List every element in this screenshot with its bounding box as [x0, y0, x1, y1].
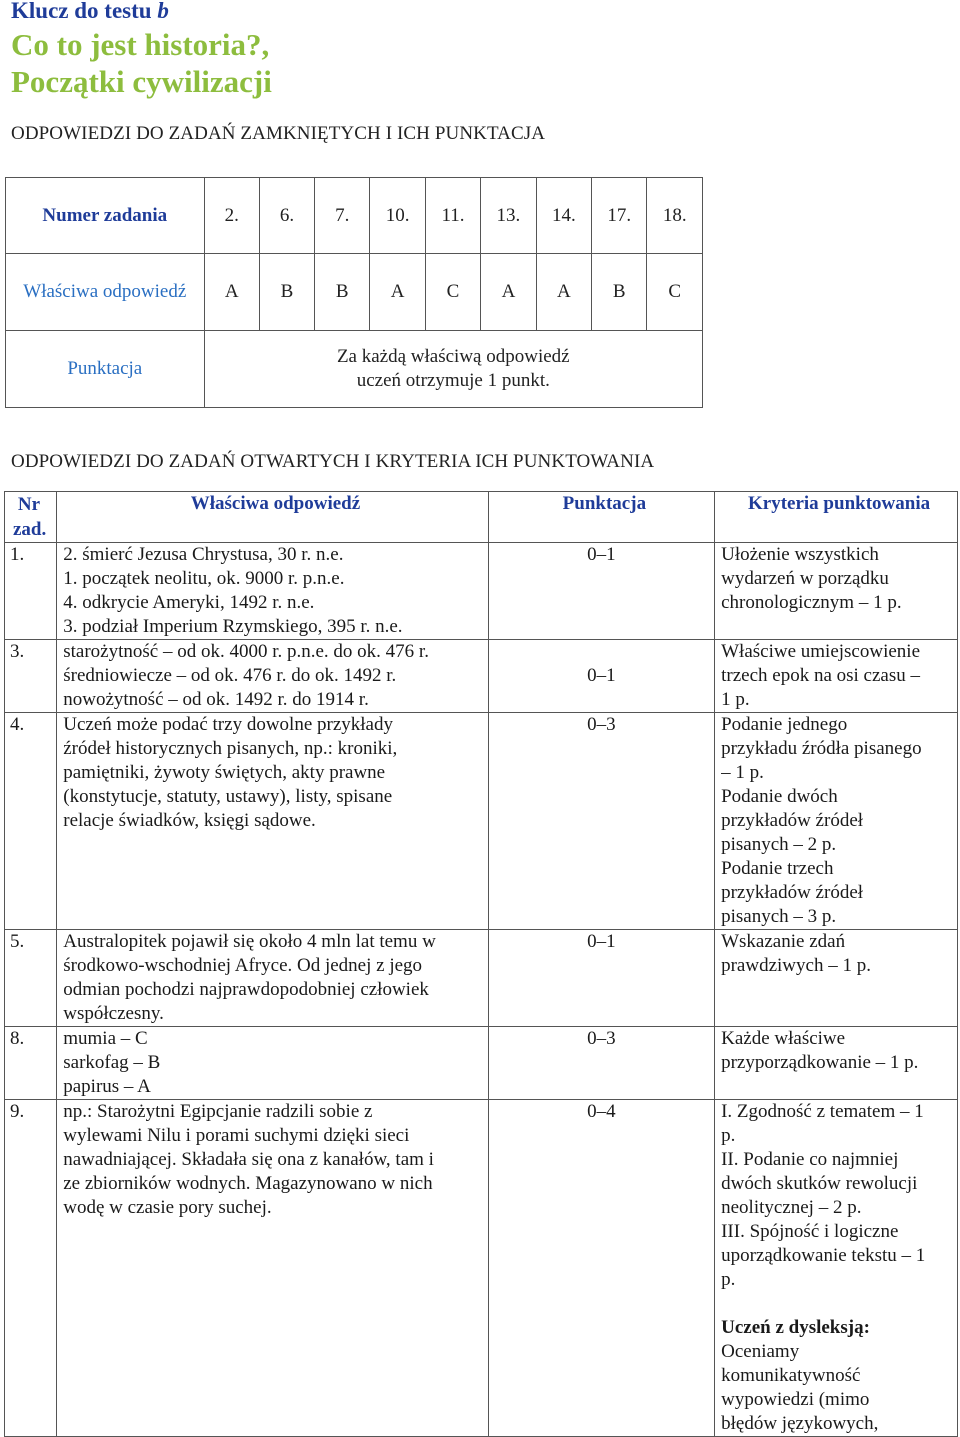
answer-cell: A	[370, 254, 425, 331]
scoring-line: Za każdą właściwą odpowiedź	[336, 346, 570, 367]
criteria-line: pisanych – 3 p.	[721, 906, 837, 927]
answer-line: 1. początek neolitu, ok. 9000 r. p.n.e.	[63, 568, 345, 589]
criteria-line: Właściwe umiejscowienie	[721, 641, 921, 662]
dyslexia-line: wypowiedzi (mimo	[721, 1389, 870, 1410]
scoring-row	[6, 331, 703, 408]
answer-cell	[57, 1027, 488, 1100]
criteria-cell	[715, 640, 958, 713]
criteria-line: p.	[721, 1125, 736, 1146]
points-cell: 0–3	[488, 713, 714, 930]
criteria-line: uporządkowanie tekstu – 1	[721, 1245, 926, 1266]
spacer	[721, 1292, 957, 1316]
answer-cell	[57, 930, 488, 1027]
dyslexia-heading: Uczeń z dysleksją:	[721, 1317, 870, 1338]
task-number-cell: 6.	[259, 178, 314, 254]
criteria-line: III. Spójność i logiczne	[721, 1221, 899, 1242]
criteria-column-header: Kryteria punktowania	[715, 492, 958, 543]
criteria-line: II. Podanie co najmniej	[721, 1149, 899, 1170]
task-number-cell: 10.	[370, 178, 425, 254]
closed-tasks-heading: ODPOWIEDZI DO ZADAŃ ZAMKNIĘTYCH I ICH PUNKTACJA	[11, 123, 546, 144]
answer-line: środkowo-wschodniej Afryce. Od jednej z jego	[63, 955, 423, 976]
criteria-line: Każde właściwe	[721, 1028, 846, 1049]
main-title	[11, 26, 272, 100]
criteria-cell	[715, 930, 958, 1027]
criteria-line: Podanie jednego	[721, 714, 848, 735]
task-number: 5.	[5, 930, 57, 1027]
criteria-cell	[715, 1100, 958, 1437]
answer-cell	[57, 1100, 488, 1437]
scoring-description	[204, 331, 702, 408]
criteria-line: 1 p.	[721, 689, 750, 710]
points-column-header: Punktacja	[488, 492, 714, 543]
criteria-line: przykładów źródeł	[721, 810, 864, 831]
criteria-line: I. Zgodność z tematem – 1	[721, 1101, 924, 1122]
answer-line: papirus – A	[63, 1076, 151, 1097]
test-key-title: Klucz do testu b	[11, 0, 169, 23]
answer-line: ze zbiorników wodnych. Magazynowano w nich	[63, 1173, 433, 1194]
answer-line: starożytność – od ok. 4000 r. p.n.e. do ok. 476 r.	[63, 641, 429, 662]
open-answers-table	[4, 491, 958, 1437]
answer-line: średniowiecze – od ok. 476 r. do ok. 1492 r.	[63, 665, 397, 686]
criteria-line: chronologicznym – 1 p.	[721, 592, 902, 613]
task-number-label: Numer zadania	[6, 178, 205, 254]
scoring-line: uczeń otrzymuje 1 punkt.	[356, 370, 550, 391]
answer-cell	[57, 543, 488, 640]
task-number-cell: 17.	[592, 178, 647, 254]
answer-line: sarkofag – B	[63, 1052, 161, 1073]
main-title-line-1: Co to jest historia?,	[11, 27, 270, 62]
correct-answer-label: Właściwa odpowiedź	[6, 254, 205, 331]
criteria-line: przykładów źródeł	[721, 882, 864, 903]
task-number-cell: 18.	[647, 178, 703, 254]
criteria-line: pisanych – 2 p.	[721, 834, 837, 855]
answer-line: współczesny.	[63, 1003, 164, 1024]
answer-line: nowożytność – od ok. 1492 r. do 1914 r.	[63, 689, 369, 710]
criteria-line: dwóch skutków rewolucji	[721, 1173, 918, 1194]
answer-cell: A	[204, 254, 259, 331]
task-number-cell: 14.	[536, 178, 591, 254]
answer-line: mumia – C	[63, 1028, 148, 1049]
answer-cell	[57, 640, 488, 713]
answer-line: (konstytucje, statuty, ustawy), listy, spisane	[63, 786, 393, 807]
answer-cell: A	[481, 254, 536, 331]
table-row	[5, 713, 958, 930]
answer-line: relacje świadków, księgi sądowe.	[63, 810, 316, 831]
answer-line: np.: Starożytni Egipcjanie radzili sobie z	[63, 1101, 373, 1122]
open-table-header	[5, 492, 958, 543]
scoring-label: Punktacja	[6, 331, 205, 408]
criteria-line: Wskazanie zdań	[721, 931, 846, 952]
task-number: 3.	[5, 640, 57, 713]
nr-column-header: Nr zad.	[5, 492, 57, 543]
table-row	[5, 1027, 958, 1100]
answer-line: wodę w czasie pory suchej.	[63, 1197, 272, 1218]
answer-cell	[57, 713, 488, 930]
task-number-cell: 2.	[204, 178, 259, 254]
answer-line: wylewami Nilu i porami suchymi dzięki sieci	[63, 1125, 410, 1146]
task-number: 8.	[5, 1027, 57, 1100]
task-number: 9.	[5, 1100, 57, 1437]
answer-line: nawadniającej. Składała się ona z kanałów, tam i	[63, 1149, 434, 1170]
correct-answer-row	[6, 254, 703, 331]
criteria-line: przykładu źródła pisanego	[721, 738, 922, 759]
task-number: 4.	[5, 713, 57, 930]
criteria-line: przyporządkowanie – 1 p.	[721, 1052, 919, 1073]
criteria-line: neolitycznej – 2 p.	[721, 1197, 862, 1218]
dyslexia-line: komunikatywność	[721, 1365, 861, 1386]
answer-column-header: Właściwa odpowiedź	[57, 492, 488, 543]
task-number-cell: 11.	[425, 178, 480, 254]
answer-line: Australopitek pojawił się około 4 mln lat temu w	[63, 931, 436, 952]
task-number-cell: 13.	[481, 178, 536, 254]
task-number-cell: 7.	[315, 178, 370, 254]
criteria-cell	[715, 1027, 958, 1100]
criteria-line: p.	[721, 1269, 736, 1290]
task-number: 1.	[5, 543, 57, 640]
answer-line: 2. śmierć Jezusa Chrystusa, 30 r. n.e.	[63, 544, 344, 565]
criteria-cell	[715, 543, 958, 640]
table-row	[5, 543, 958, 640]
answer-cell: A	[536, 254, 591, 331]
points-cell: 0–4	[488, 1100, 714, 1437]
answer-cell: B	[315, 254, 370, 331]
answer-cell: C	[425, 254, 480, 331]
answer-cell: B	[592, 254, 647, 331]
points-cell: 0–3	[488, 1027, 714, 1100]
answer-line: 3. podział Imperium Rzymskiego, 395 r. n.e.	[63, 616, 403, 637]
points-cell: 0–1	[488, 543, 714, 640]
closed-answers-table	[5, 177, 703, 408]
criteria-line: prawdziwych – 1 p.	[721, 955, 871, 976]
dyslexia-line: błędów językowych,	[721, 1413, 879, 1434]
points-cell: 0–1	[488, 640, 714, 713]
answer-line: pamiętniki, żywoty świętych, akty prawne	[63, 762, 386, 783]
task-number-row	[6, 178, 703, 254]
criteria-line: – 1 p.	[721, 762, 764, 783]
open-tasks-heading: ODPOWIEDZI DO ZADAŃ OTWARTYCH I KRYTERIA ICH PUNKTOWANIA	[11, 451, 655, 472]
answer-line: Uczeń może podać trzy dowolne przykłady	[63, 714, 393, 735]
answer-cell: B	[259, 254, 314, 331]
table-row	[5, 1100, 958, 1437]
criteria-cell	[715, 713, 958, 930]
criteria-line: Ułożenie wszystkich	[721, 544, 879, 565]
dyslexia-line: Oceniamy	[721, 1341, 800, 1362]
points-cell: 0–1	[488, 930, 714, 1027]
criteria-line: Podanie dwóch	[721, 786, 838, 807]
answer-line: odmian pochodzi najprawdopodobniej człowiek	[63, 979, 429, 1000]
main-title-line-2: Początki cywilizacji	[11, 64, 272, 99]
test-variant: b	[157, 0, 169, 23]
criteria-line: Podanie trzech	[721, 858, 834, 879]
criteria-line: wydarzeń w porządku	[721, 568, 889, 589]
table-row	[5, 640, 958, 713]
criteria-line: trzech epok na osi czasu –	[721, 665, 920, 686]
answer-line: 4. odkrycie Ameryki, 1492 r. n.e.	[63, 592, 315, 613]
table-row	[5, 930, 958, 1027]
answer-cell: C	[647, 254, 703, 331]
answer-line: źródeł historycznych pisanych, np.: kroniki,	[63, 738, 398, 759]
